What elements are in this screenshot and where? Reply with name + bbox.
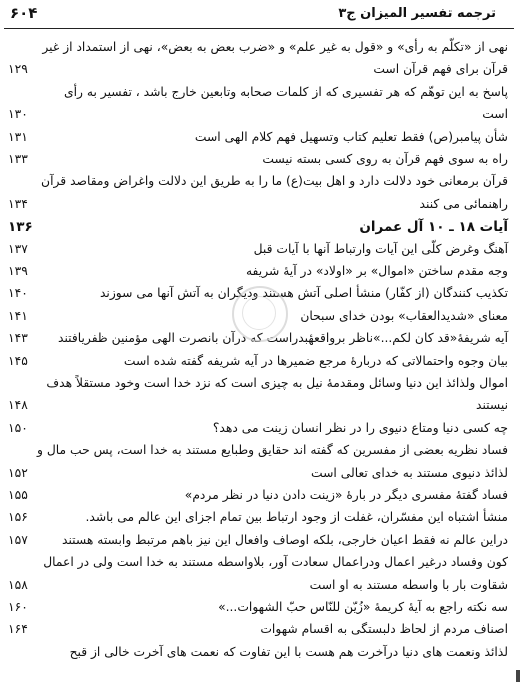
entry-text: است: [482, 107, 508, 122]
entry-text: چه کسی دنیا ومتاع دنیوی را در نظر انسان زینت می دهد؟: [212, 420, 508, 435]
entry-text: وجه مقدم ساختن «اموال» بر «اولاد» در آیهٔ شریفه: [245, 264, 508, 278]
entry-text: قرآن برمعانی خود دلالت دارد و اهل بیت(ع) ما را به طریق این دلالت واغراض ومقاصد قرآن: [41, 174, 508, 189]
section-heading: آیات ۱۸ ـ ۱۰ آل عمران: [359, 219, 508, 236]
toc-entry: [0, 83, 522, 105]
entry-page-number: ۱۵۷: [8, 532, 28, 547]
entry-page-number: ۱۴۳: [8, 331, 28, 346]
toc-entry: [0, 217, 522, 239]
library-stamp: [232, 286, 288, 342]
entry-page-number: ۱۳۰: [8, 107, 28, 122]
entry-text: لذائذ ونعمت های دنیا درآخرت هم هست با این تفاوت که نعمت های آخرت خالی از قبح: [69, 644, 508, 659]
entry-page-number: ۱۳۴: [8, 196, 28, 211]
entry-page-number: ۱۵۵: [8, 488, 28, 502]
entry-text: بیان وجوه واحتمالاتی که دربارهٔ مرجع ضمیرها در آیه شریفه گفته شده است: [123, 353, 508, 368]
entry-text: اموال ولذائذ این دنیا وسائل ومقدمهٔ نیل به چیزی است که نزد خدا است وخود مستقلاً هدف: [46, 376, 508, 390]
entry-text: معنای «شدیدالعقاب» بودن خدای سبحان: [300, 308, 508, 323]
toc-entry: [0, 172, 522, 194]
entry-page-number: ۱۳۹: [8, 264, 28, 278]
toc-entry: [0, 60, 522, 82]
entry-page-number: ۱۳۳: [8, 152, 28, 166]
entry-text: سه نکته راجع به آیهٔ کریمهٔ «زُیّن للنّاس حبّ الشهوات...»: [218, 600, 508, 614]
entry-text: آهنگ وغرض کلّی این آیات وارتباط آنها با آیات قبل: [253, 241, 508, 256]
toc-entry: [0, 38, 522, 60]
toc-entry: [0, 643, 522, 665]
page-header: [8, 4, 510, 26]
toc-entry: [0, 150, 522, 172]
toc-entry: [0, 464, 522, 486]
entry-text: دراین عالم نه فقط اعیان خارجی، بلکه اوصاف وافعال این نیز باهم مرتبط وابسته هستند: [61, 532, 508, 547]
entry-text: شقاوت بار با واسطه مستند به او است: [309, 577, 508, 592]
entry-text: قرآن برای فهم قرآن است: [373, 62, 508, 77]
toc-entry: [0, 576, 522, 598]
entry-text: فساد نظریه بعضی از مفسرین که گفته اند حقایق وطبایع مستند به خدا است، پس حب مال و: [37, 443, 508, 458]
entry-page-number: ۱۶۴: [8, 622, 28, 637]
toc-entry: [0, 508, 522, 530]
running-title: ترجمه تفسیر المیزان ج۳: [338, 6, 496, 21]
entry-page-number: ۱۵۰: [8, 420, 28, 435]
entry-page-number: ۱۴۸: [8, 398, 28, 413]
toc-entry: [0, 441, 522, 463]
entry-text: اصناف مردم از لحاظ دلبستگی به اقسام شهوات: [260, 622, 508, 637]
entry-text: منشأ اشتباه این مفسّران، غفلت از وجود ارتباط بین تمام اجزای این عالم می باشد.: [85, 510, 508, 525]
entry-page-number: ۱۳۶: [8, 219, 33, 236]
entry-text: لذائذ دنیوی مستند به خدای تعالی است: [311, 465, 508, 480]
toc-entry: [0, 374, 522, 396]
entry-text: پاسخ به این توهّم که هر تفسیری که از کلمات صحابه وتابعین خارج باشد ، تفسیر به رأی: [63, 84, 508, 99]
entry-text: راه به سوی فهم قرآن به روی کسی بسته نیست: [262, 152, 508, 166]
entry-text: کون وفساد درغیر اعمال ودراعمال سعادت آور، بلاواسطه مستند به خدا است ولی در اعمال: [43, 555, 508, 570]
entry-page-number: ۱۴۰: [8, 286, 28, 301]
entry-text: تکذیب کنندگان (از کفّار) منشأ اصلی آتش هستند ودیگران به آتش آنها می سوزند: [99, 286, 508, 301]
entry-text: راهنمائی می کنند: [419, 196, 508, 211]
toc-entry: [0, 128, 522, 150]
header-rule: [4, 28, 514, 29]
page-number: ۶۰۴: [10, 4, 38, 22]
scan-edge-mark: [516, 670, 520, 682]
toc-entry: [0, 105, 522, 127]
toc-entry: [0, 531, 522, 553]
toc-entry: [0, 195, 522, 217]
toc-entry: [0, 486, 522, 508]
entry-page-number: ۱۳۱: [8, 129, 28, 144]
entry-text: شأن پیامبر(ص) فقط تعلیم کتاب وتسهیل فهم کلام الهی است: [194, 129, 508, 144]
toc-entry: [0, 553, 522, 575]
entry-page-number: ۱۶۰: [8, 600, 28, 614]
toc-entry: [0, 352, 522, 374]
entry-text: آیه شریفهٔ«قد کان لکم...»ناظر برواقعهٔبدراست که درآن بانصرت الهی مؤمنین ظفریافتند: [57, 331, 508, 346]
entry-page-number: ۱۲۹: [8, 62, 28, 77]
entry-page-number: ۱۵۶: [8, 510, 28, 525]
entry-page-number: ۱۴۱: [8, 308, 28, 323]
toc-entry: [0, 240, 522, 262]
entry-text: نهی از «تکلّم به رأی» و «قول به غیر علم» و «ضرب بعض به بعض»، نهی از استمداد از غیر: [42, 40, 508, 54]
toc-entry: [0, 262, 522, 284]
entry-text: نیستند: [476, 398, 508, 413]
entry-page-number: ۱۴۵: [8, 353, 28, 368]
entry-text: فساد گفتهٔ مفسری دیگر در بارهٔ «زینت دادن دنیا در نظر مردم»: [184, 488, 508, 502]
toc-entry: [0, 598, 522, 620]
toc-entry: [0, 419, 522, 441]
entry-page-number: ۱۵۲: [8, 465, 28, 480]
toc-entry: [0, 396, 522, 418]
toc-entry: [0, 620, 522, 642]
entry-page-number: ۱۵۸: [8, 577, 28, 592]
entry-page-number: ۱۳۷: [8, 241, 28, 256]
